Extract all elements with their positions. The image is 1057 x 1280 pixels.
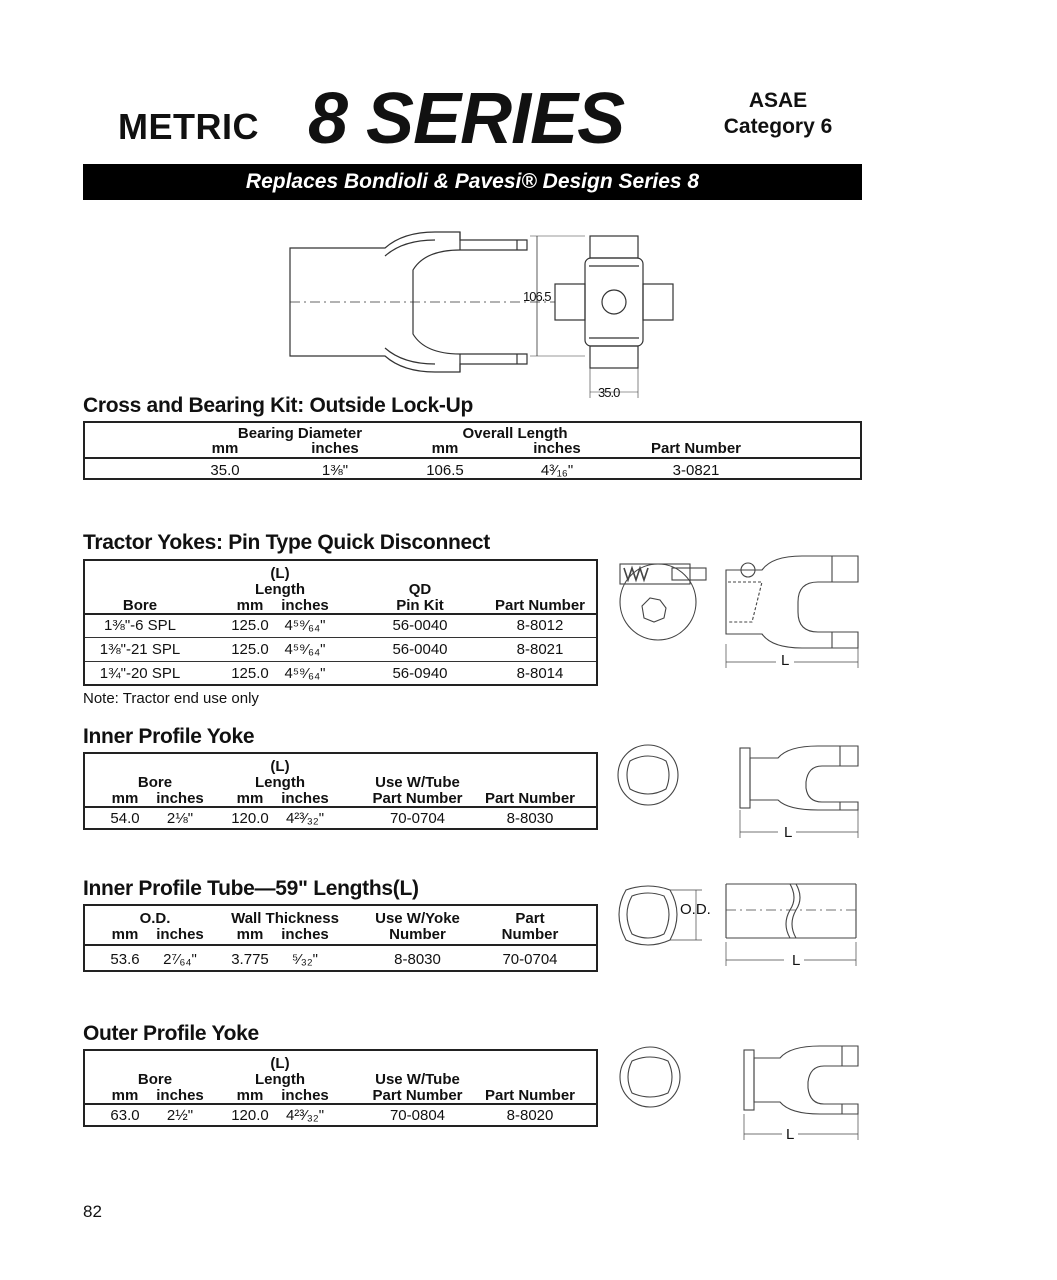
hdr-tube-part: Part Number <box>372 1087 463 1104</box>
cell-ol-mm: 106.5 <box>426 462 464 479</box>
tractor-yokes-table <box>83 559 598 686</box>
hdr-use-wtube: Use W/Tube <box>375 774 460 791</box>
cross-dim-width: 35.0 <box>598 385 620 400</box>
cell-len-mm: 120.0 <box>231 810 269 827</box>
inner-tube-od-label: O.D. <box>680 901 711 918</box>
hdr-mm: mm <box>236 597 264 614</box>
asae-line2: Category 6 <box>723 115 833 138</box>
tractor-l-label: L <box>781 652 790 669</box>
hdr-mm: mm <box>431 440 459 457</box>
outer-yoke-table <box>83 1049 598 1127</box>
outer-yoke-title: Outer Profile Yoke <box>83 1022 259 1045</box>
cross-dim-height: 106.5 <box>523 289 551 304</box>
cell-len-in: 4²³⁄₃₂" <box>285 1107 325 1124</box>
hdr-inches: inches <box>156 926 204 943</box>
metric-label: METRIC <box>118 106 259 147</box>
outer-yoke-side-drawing <box>740 1044 864 1142</box>
cell-od-in: 2⁷⁄₆₄" <box>163 951 197 968</box>
cross-kit-table <box>83 421 862 480</box>
hdr-inches: inches <box>156 1087 204 1104</box>
hdr-inches: inches <box>281 597 329 614</box>
cell-bore: 1¾"-20 SPL <box>99 665 181 682</box>
cell-qd: 56-0040 <box>392 617 448 634</box>
cell-bd-in: 1⅜" <box>321 462 349 479</box>
cell-tube: 70-0804 <box>389 1107 446 1124</box>
hdr-part-number: Part Number <box>650 440 742 457</box>
cell-len-in: 4²³⁄₃₂" <box>285 810 325 827</box>
hdr-inches: inches <box>311 440 359 457</box>
cross-kit-title: Cross and Bearing Kit: Outside Lock-Up <box>83 394 473 417</box>
inner-tube-table <box>83 904 598 972</box>
hdr-part: Part <box>515 910 545 927</box>
hdr-length: Length <box>255 1071 305 1088</box>
hdr-use-wyoke: Use W/Yoke <box>375 910 460 927</box>
inner-yoke-side-drawing <box>738 744 862 840</box>
cell-in: 4⁵⁹⁄₆₄" <box>284 665 326 682</box>
cell-in: 4⁵⁹⁄₆₄" <box>284 641 326 658</box>
hdr-l: (L) <box>270 565 290 582</box>
cell-part: 8-8020 <box>506 1107 554 1124</box>
cell-bore-in: 2⅛" <box>166 810 194 827</box>
hdr-overall-length: Overall Length <box>462 425 568 442</box>
cell-yoke: 8-8030 <box>394 951 441 968</box>
inner-tube-title: Inner Profile Tube—59" Lengths(L) <box>83 877 419 900</box>
tractor-yokes-title: Tractor Yokes: Pin Type Quick Disconnect <box>83 531 490 554</box>
cell-in: 4⁵⁹⁄₆₄" <box>284 617 326 634</box>
hdr-inches: inches <box>281 926 329 943</box>
cell-wall-in: ⁵⁄₃₂" <box>292 951 318 968</box>
hdr-inches: inches <box>156 790 204 807</box>
inner-yoke-table <box>83 752 598 830</box>
hdr-inches: inches <box>533 440 581 457</box>
cell-part: 70-0704 <box>502 951 558 968</box>
cross-yoke-drawing <box>285 222 685 402</box>
cell-part: 3-0821 <box>672 462 720 479</box>
asae-line1: ASAE <box>748 89 808 112</box>
cell-mm: 125.0 <box>231 641 269 658</box>
cell-part: 8-8012 <box>516 617 564 634</box>
cell-mm: 125.0 <box>231 665 269 682</box>
hdr-mm: mm <box>111 790 139 807</box>
cell-mm: 125.0 <box>231 617 269 634</box>
cell-od-mm: 53.6 <box>110 951 140 968</box>
tractor-yoke-end-drawing <box>612 556 712 646</box>
hdr-part-number: Part Number <box>484 790 576 807</box>
inner-tube-l-label: L <box>792 952 801 969</box>
hdr-mm: mm <box>111 926 139 943</box>
cell-bd-mm: 35.0 <box>210 462 240 479</box>
hdr-use-wtube: Use W/Tube <box>375 1071 460 1088</box>
hdr-bearing-diameter: Bearing Diameter <box>237 425 363 442</box>
hdr-od: O.D. <box>139 910 171 927</box>
hdr-l: (L) <box>270 1055 290 1072</box>
hdr-qd: QD <box>408 581 432 598</box>
series-title: 8 SERIES <box>308 79 625 159</box>
cell-part: 8-8014 <box>516 665 564 682</box>
hdr-inches: inches <box>281 790 329 807</box>
cell-bore-in: 2½" <box>166 1107 194 1124</box>
cell-ol-in: 4³⁄₁₆" <box>540 462 574 479</box>
cell-bore-mm: 54.0 <box>110 810 140 827</box>
hdr-mm: mm <box>211 440 239 457</box>
hdr-length: Length <box>255 774 305 791</box>
inner-yoke-l-label: L <box>784 824 793 841</box>
hdr-part-number: Part Number <box>494 597 586 614</box>
outer-yoke-l-label: L <box>786 1126 795 1143</box>
replaces-banner: Replaces Bondioli & Pavesi® Design Series 8 <box>83 164 862 200</box>
hdr-number: Number <box>389 926 446 943</box>
hdr-mm: mm <box>236 1087 264 1104</box>
cell-part: 8-8030 <box>506 810 554 827</box>
inner-yoke-end-drawing <box>610 743 690 807</box>
page-number: 82 <box>83 1202 102 1221</box>
hdr-number: Number <box>501 926 559 943</box>
hdr-mm: mm <box>236 926 264 943</box>
hdr-mm: mm <box>111 1087 139 1104</box>
cell-bore: 1⅜"-21 SPL <box>99 641 181 658</box>
hdr-length: Length <box>255 581 305 598</box>
hdr-tube-part: Part Number <box>372 790 463 807</box>
cell-wall-mm: 3.775 <box>231 951 269 968</box>
asae-category <box>718 88 838 140</box>
cell-qd: 56-0940 <box>392 665 448 682</box>
cell-tube: 70-0704 <box>389 810 446 827</box>
hdr-bore: Bore <box>137 1071 173 1088</box>
hdr-pin-kit: Pin Kit <box>396 597 444 614</box>
outer-yoke-end-drawing <box>612 1045 692 1111</box>
hdr-part-number: Part Number <box>484 1087 576 1104</box>
hdr-bore: Bore <box>122 597 158 614</box>
tractor-note: Note: Tractor end use only <box>83 690 259 707</box>
hdr-bore: Bore <box>137 774 173 791</box>
cell-bore: 1⅜"-6 SPL <box>103 617 177 634</box>
hdr-inches: inches <box>281 1087 329 1104</box>
cell-len-mm: 120.0 <box>231 1107 269 1124</box>
hdr-l: (L) <box>270 758 290 775</box>
cell-bore-mm: 63.0 <box>110 1107 140 1124</box>
cell-part: 8-8021 <box>516 641 564 658</box>
hdr-wall: Wall Thickness <box>231 910 339 927</box>
tractor-yoke-side-drawing <box>722 552 862 670</box>
inner-yoke-title: Inner Profile Yoke <box>83 725 255 748</box>
hdr-mm: mm <box>236 790 264 807</box>
cell-qd: 56-0040 <box>392 641 448 658</box>
